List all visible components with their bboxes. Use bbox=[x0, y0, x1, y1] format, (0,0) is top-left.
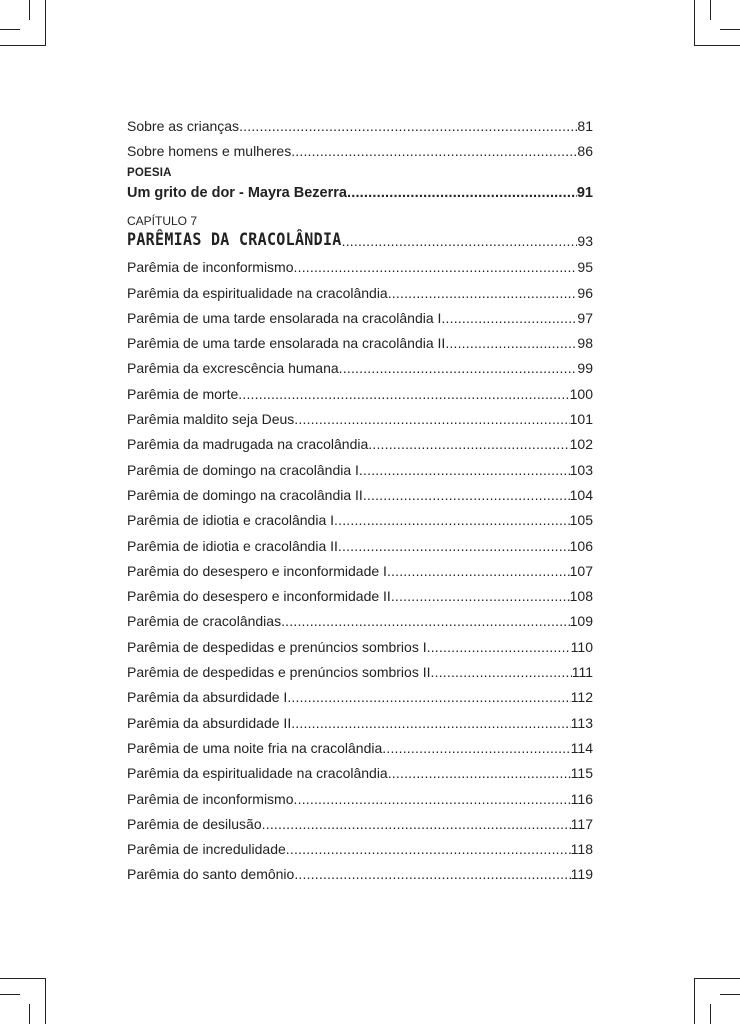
dot-leader bbox=[286, 837, 571, 861]
toc-entry-title: Um grito de dor - Mayra Bezerra bbox=[127, 185, 347, 202]
toc-entry-title: Parêmia de desilusão bbox=[127, 815, 262, 832]
toc-entry-title: Parêmia de domingo na cracolândia I bbox=[127, 461, 359, 478]
toc-entry-title: Parêmia de morte bbox=[127, 385, 239, 402]
crop-mark-bottom-right-vertical bbox=[694, 978, 695, 1024]
toc-entry bbox=[127, 559, 593, 583]
toc-entry-title: Parêmia de incredulidade bbox=[127, 841, 286, 858]
toc-entry-page: 114 bbox=[570, 739, 593, 756]
toc-entry-page: 91 bbox=[576, 185, 593, 202]
toc-entry bbox=[127, 331, 593, 355]
crop-mark-top-left-outer-h bbox=[0, 29, 20, 30]
toc-entry bbox=[127, 356, 593, 380]
toc-entry bbox=[127, 685, 593, 709]
toc-entry-page: 107 bbox=[569, 562, 593, 579]
dot-leader bbox=[294, 255, 578, 279]
toc-entry bbox=[127, 862, 593, 886]
toc-entry-title: Parêmia de uma noite fria na cracolândia bbox=[127, 739, 383, 756]
toc-entry bbox=[127, 139, 593, 163]
crop-mark-top-right-vertical bbox=[694, 0, 695, 46]
toc-entry-page: 118 bbox=[570, 841, 593, 858]
dot-leader bbox=[262, 812, 571, 836]
toc-entry-page: 99 bbox=[577, 360, 593, 377]
toc-entry-page: 97 bbox=[577, 309, 593, 326]
toc-entry bbox=[127, 812, 593, 836]
toc-entry bbox=[127, 255, 593, 279]
toc-entry bbox=[127, 787, 593, 811]
toc-entry-page: 113 bbox=[570, 714, 593, 731]
toc-entry-page: 117 bbox=[570, 815, 593, 832]
toc-entry bbox=[127, 508, 593, 532]
toc-entry bbox=[127, 736, 593, 760]
dot-leader bbox=[359, 458, 570, 482]
dot-leader bbox=[238, 382, 569, 406]
chapter-entries bbox=[127, 255, 593, 886]
toc-entry-title: Parêmia da absurdidade II bbox=[127, 714, 292, 731]
chapter-label: CAPÍTULO 7 bbox=[127, 214, 198, 229]
table-of-contents bbox=[127, 114, 593, 888]
toc-entry-title: Parêmia de cracolândias bbox=[127, 613, 282, 630]
toc-entry-title: Parêmia da absurdidade I bbox=[127, 689, 288, 706]
toc-entry-page: 100 bbox=[569, 385, 593, 402]
section-label-poesia: POESIA bbox=[127, 167, 172, 180]
toc-entry-page: 86 bbox=[577, 143, 593, 160]
toc-entry-page: 105 bbox=[569, 512, 593, 529]
toc-entry-title: Parêmia de inconformismo bbox=[127, 259, 294, 276]
dot-leader bbox=[368, 432, 569, 456]
toc-entry-page: 104 bbox=[569, 486, 593, 503]
toc-entry bbox=[127, 609, 593, 633]
dot-leader bbox=[388, 281, 578, 305]
dot-leader bbox=[334, 508, 570, 532]
toc-entry-page: 115 bbox=[570, 765, 593, 782]
toc-entry-title: Parêmia da espiritualidade na cracolândia bbox=[127, 284, 388, 301]
dot-leader bbox=[281, 609, 570, 633]
toc-entry-title: Parêmia de despedidas e prenúncios sombrios I bbox=[127, 638, 427, 655]
dot-leader bbox=[287, 685, 570, 709]
toc-entry-page: 109 bbox=[569, 613, 593, 630]
toc-entry-page: 106 bbox=[569, 537, 593, 554]
toc-entry-title: Parêmia de domingo na cracolândia II bbox=[127, 486, 363, 503]
dot-leader bbox=[387, 559, 570, 583]
chapter-title: PARÊMIAS DA CRACOLÂNDIA bbox=[127, 229, 342, 250]
toc-entry bbox=[127, 761, 593, 785]
toc-entry-title: Sobre homens e mulheres bbox=[127, 143, 292, 160]
dot-leader bbox=[441, 306, 577, 330]
dot-leader bbox=[382, 736, 570, 760]
toc-entry-title: Parêmia de despedidas e prenúncios sombrios II bbox=[127, 664, 431, 681]
toc-entry-title: Parêmia do desespero e inconformidade II bbox=[127, 588, 391, 605]
crop-mark-bottom-right-outer-h bbox=[720, 994, 740, 995]
toc-entry-page: 93 bbox=[577, 233, 593, 250]
toc-entry-page: 110 bbox=[570, 638, 593, 655]
toc-entry bbox=[127, 635, 593, 659]
toc-entry-page: 98 bbox=[577, 335, 593, 352]
dot-leader bbox=[342, 230, 578, 252]
toc-entry-page: 81 bbox=[577, 118, 593, 134]
dot-leader bbox=[339, 356, 578, 380]
crop-mark-top-left-vertical bbox=[45, 0, 46, 46]
toc-entry-page: 119 bbox=[570, 866, 593, 883]
toc-entry-page: 101 bbox=[569, 411, 593, 428]
dot-leader bbox=[363, 483, 570, 507]
toc-entry bbox=[127, 837, 593, 861]
toc-entry bbox=[127, 534, 593, 558]
dot-leader bbox=[427, 635, 571, 659]
toc-entry-page: 116 bbox=[570, 790, 593, 807]
toc-entry bbox=[127, 483, 593, 507]
toc-entry bbox=[127, 407, 593, 431]
dot-leader bbox=[291, 139, 577, 163]
toc-entry-poem bbox=[127, 181, 593, 205]
dot-leader bbox=[291, 711, 570, 735]
dot-leader bbox=[294, 787, 571, 811]
dot-leader bbox=[338, 534, 570, 558]
dot-leader bbox=[391, 584, 570, 608]
toc-entry-title: Parêmia do desespero e inconformidade I bbox=[127, 562, 387, 579]
toc-entry bbox=[127, 432, 593, 456]
chapter-title-entry bbox=[127, 230, 593, 252]
dot-leader bbox=[431, 660, 572, 684]
toc-entry-page: 111 bbox=[571, 664, 593, 681]
crop-mark-bottom-left-horizontal bbox=[0, 978, 46, 979]
toc-entry-title: Sobre as crianças bbox=[127, 118, 240, 134]
crop-mark-bottom-right-outer-v bbox=[710, 1004, 711, 1024]
crop-mark-top-right-horizontal bbox=[694, 45, 740, 46]
dot-leader bbox=[294, 862, 570, 886]
toc-entry-title: Parêmia da madrugada na cracolândia bbox=[127, 436, 369, 453]
dot-leader bbox=[445, 331, 577, 355]
toc-entry bbox=[127, 711, 593, 735]
toc-entry bbox=[127, 306, 593, 330]
crop-mark-top-right-outer-v bbox=[710, 0, 711, 20]
toc-entry-title: Parêmia da espiritualidade na cracolândia bbox=[127, 765, 388, 782]
crop-mark-bottom-left-outer-h bbox=[0, 994, 20, 995]
crop-mark-bottom-right-horizontal bbox=[694, 978, 740, 979]
toc-entry bbox=[127, 458, 593, 482]
toc-entry-page: 112 bbox=[570, 689, 593, 706]
dot-leader bbox=[388, 761, 571, 785]
crop-mark-top-left-outer-v bbox=[29, 0, 30, 20]
toc-entry-page: 102 bbox=[569, 436, 593, 453]
toc-entry-title: Parêmia maldito seja Deus bbox=[127, 411, 295, 428]
dot-leader bbox=[347, 181, 577, 205]
toc-entry bbox=[127, 382, 593, 406]
crop-mark-bottom-left-outer-v bbox=[29, 1004, 30, 1024]
toc-entry bbox=[127, 114, 593, 138]
toc-entry-title: Parêmia de idiotia e cracolândia I bbox=[127, 512, 335, 529]
crop-mark-top-right-outer-h bbox=[720, 29, 740, 30]
toc-entry-page: 96 bbox=[577, 284, 593, 301]
toc-entry-page: 95 bbox=[577, 259, 593, 276]
toc-entry bbox=[127, 281, 593, 305]
dot-leader bbox=[294, 407, 569, 431]
toc-entry-page: 103 bbox=[569, 461, 593, 478]
toc-entry bbox=[127, 660, 593, 684]
toc-entry bbox=[127, 584, 593, 608]
dot-leader bbox=[239, 114, 577, 138]
crop-mark-bottom-left-vertical bbox=[45, 978, 46, 1024]
toc-entry-title: Parêmia de inconformismo bbox=[127, 790, 294, 807]
toc-entry-title: Parêmia de uma tarde ensolarada na cracolândia II bbox=[127, 335, 446, 352]
toc-entry-title: Parêmia de idiotia e cracolândia II bbox=[127, 537, 338, 554]
toc-entry-title: Parêmia da excrescência humana bbox=[127, 360, 339, 377]
toc-entry-title: Parêmia do santo demônio bbox=[127, 866, 295, 883]
toc-entry-page: 108 bbox=[569, 588, 593, 605]
crop-mark-top-left-horizontal bbox=[0, 45, 46, 46]
toc-entry-title: Parêmia de uma tarde ensolarada na cracolândia I bbox=[127, 309, 442, 326]
